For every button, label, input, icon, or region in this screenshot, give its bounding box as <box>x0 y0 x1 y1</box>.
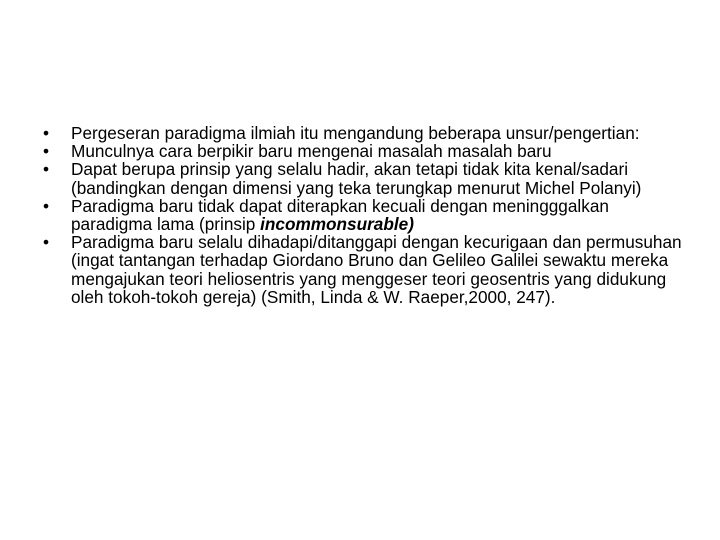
bullet-item <box>36 160 686 196</box>
bullet-icon: • <box>42 195 50 216</box>
bullet-text: Munculnya cara berpikir baru mengenai masalah masalah baru <box>71 141 552 162</box>
bullet-text: Pergeseran paradigma ilmiah itu mengandung beberapa unsur/pengertian: <box>71 123 640 143</box>
bullet-icon: • <box>42 123 50 143</box>
bullet-text: Paradigma baru selalu dihadapi/ditanggapi dengan kecurigaan dan permusuhan (ingat tantangan terhadap Giordano Bruno dan Gelileo Galilei sewaktu mereka mengajukan teori heliosentris yang menggeser teori geosentris yang didukung oleh tokoh-tokoh gereja) (Smith, Linda & W. Raeper,2000, 247). <box>71 232 682 307</box>
bullet-icon: • <box>42 159 50 180</box>
bullet-text: Dapat berupa prinsip yang selalu hadir, akan tetapi tidak kita kenal/sadari (bandingkan dengan dimensi yang teka terungkap menurut Michel Polanyi) <box>71 159 642 198</box>
bullet-item <box>36 197 686 233</box>
bullet-icon: • <box>42 232 50 253</box>
bullet-emphasis: incommonsurable) <box>260 214 414 235</box>
bullet-icon: • <box>42 141 50 162</box>
bullet-item <box>36 124 686 142</box>
bullet-text: Paradigma baru tidak dapat diterapkan kecuali dengan meningggalkan paradigma lama (prinsip <box>71 195 609 235</box>
bullet-item <box>36 142 686 160</box>
bullet-list <box>36 124 686 306</box>
bullet-item <box>36 233 686 306</box>
